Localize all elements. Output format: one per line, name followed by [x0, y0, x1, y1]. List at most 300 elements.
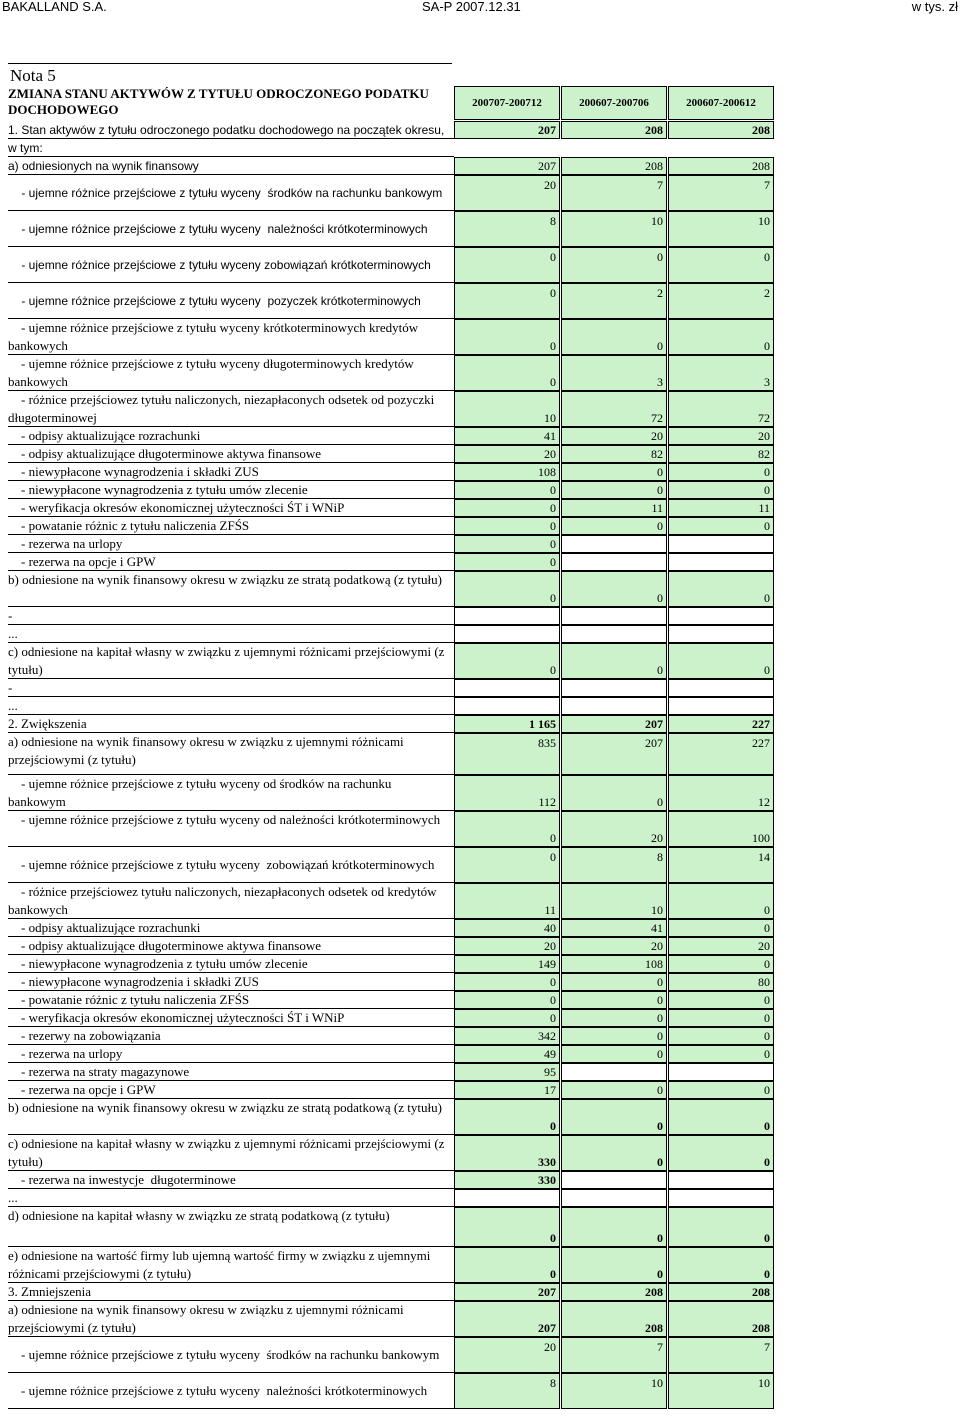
row-label	[8, 883, 454, 919]
row-label	[8, 175, 454, 211]
value-cell-col1: 40	[454, 919, 560, 937]
table-row	[0, 283, 960, 319]
row-label	[8, 811, 454, 847]
value-cell-col2: 0	[561, 1099, 667, 1135]
value-cell-col3	[668, 535, 774, 553]
row-label-text: - odpisy aktualizujące rozrachunki	[8, 428, 201, 443]
row-label-text: - rezerwa na opcje i GPW	[8, 1082, 156, 1097]
table-row	[0, 499, 960, 517]
value-cell-col2: 0	[561, 247, 667, 283]
value-cell-col2: 11	[561, 499, 667, 517]
value-cell-col1: 207	[454, 121, 560, 139]
table-row	[0, 1081, 960, 1099]
value-cell-col3: 0	[668, 955, 774, 973]
value-cell-col3: 12	[668, 775, 774, 811]
value-cell-col3: 82	[668, 445, 774, 463]
table-row	[0, 391, 960, 427]
value-cell-col2: 10	[561, 883, 667, 919]
row-label	[8, 499, 454, 517]
value-cell-col1	[454, 625, 560, 643]
value-cell-col1: 342	[454, 1027, 560, 1045]
row-label-text: - niewypłacone wynagrodzenia i składki ZUS	[8, 974, 259, 989]
value-cell-col1: 11	[454, 883, 560, 919]
value-cell-col1: 8	[454, 1373, 560, 1409]
value-cell-col2	[561, 1189, 667, 1207]
row-label-text: - ujemne różnice przejściowe z tytułu wyceny środków na rachunku bankowym	[8, 185, 443, 200]
value-cell-col3	[668, 1171, 774, 1189]
row-label	[8, 355, 454, 391]
row-label-text: - ujemne różnice przejściowe z tytułu wyceny zobowiązań krótkoterminowych	[8, 257, 431, 272]
value-cell-col2: 208	[561, 157, 667, 175]
value-cell-col3: 0	[668, 1135, 774, 1171]
value-cell-col2: 0	[561, 1009, 667, 1027]
table-row	[0, 445, 960, 463]
table-row	[0, 1063, 960, 1081]
table-row	[0, 1189, 960, 1207]
value-cell-col3: 0	[668, 1247, 774, 1283]
table-row	[0, 847, 960, 883]
value-cell-col2: 0	[561, 1027, 667, 1045]
value-cell-col2	[561, 1063, 667, 1081]
row-label	[8, 283, 454, 319]
value-cell-col3: 0	[668, 571, 774, 607]
table-row	[0, 1337, 960, 1373]
row-label-text: w tym:	[8, 141, 43, 155]
value-cell-col1: 207	[454, 1283, 560, 1301]
row-label	[8, 991, 454, 1009]
row-label-text: b) odniesione na wynik finansowy okresu w związku ze stratą podatkową (z tytułu)	[8, 572, 442, 587]
table-row	[0, 1171, 960, 1189]
value-cell-col2: 10	[561, 1373, 667, 1409]
row-label-text: - niewypłacone wynagrodzenia z tytułu umów zlecenie	[8, 956, 308, 971]
row-label	[8, 1283, 454, 1301]
table-row	[0, 139, 960, 157]
row-label	[8, 1081, 454, 1099]
value-cell-col1: 0	[454, 811, 560, 847]
table-row	[0, 121, 960, 139]
row-label-text: - rezerwy na zobowiązania	[8, 1028, 161, 1043]
table-row	[0, 733, 960, 775]
value-cell-col1: 0	[454, 571, 560, 607]
row-label	[8, 715, 454, 733]
row-label	[8, 319, 454, 355]
value-cell-col3	[668, 697, 774, 715]
table-row	[0, 607, 960, 625]
value-cell-col1	[454, 679, 560, 697]
value-cell-col3: 0	[668, 1045, 774, 1063]
value-cell-col2: 207	[561, 715, 667, 733]
value-cell-col2: 7	[561, 175, 667, 211]
report-code: SA-P 2007.12.31	[422, 0, 521, 14]
value-cell-col3: 0	[668, 643, 774, 679]
row-label-text: ...	[8, 626, 18, 641]
table-row	[0, 1099, 960, 1135]
table-row	[0, 937, 960, 955]
row-label-text: - rezerwa na straty magazynowe	[8, 1064, 190, 1079]
value-cell-col2: 82	[561, 445, 667, 463]
value-cell-col2	[561, 535, 667, 553]
value-cell-col2: 10	[561, 211, 667, 247]
row-label	[8, 535, 454, 553]
table-row	[0, 1247, 960, 1283]
value-cell-col3: 0	[668, 1027, 774, 1045]
value-cell-col1: 20	[454, 937, 560, 955]
row-label-text: - różnice przejściowez tytułu naliczonych, niezapłaconych odsetek od kredytów bankowych	[8, 884, 440, 917]
table-row	[0, 955, 960, 973]
row-label-text: - ujemne różnice przejściowe z tytułu wyceny pozyczek krótkoterminowych	[8, 293, 421, 308]
value-cell-col2	[561, 679, 667, 697]
row-label	[8, 1027, 454, 1045]
value-cell-col2: 0	[561, 517, 667, 535]
table-row	[0, 427, 960, 445]
table-row	[0, 883, 960, 919]
row-label	[8, 775, 454, 811]
row-label-text: - powatanie różnic z tytułu naliczenia ZFŚS	[8, 992, 250, 1007]
row-label	[8, 1135, 454, 1171]
value-cell-col1: 0	[454, 553, 560, 571]
row-label	[8, 937, 454, 955]
value-cell-col2: 108	[561, 955, 667, 973]
value-cell-col2: 0	[561, 1135, 667, 1171]
value-cell-col2: 0	[561, 1081, 667, 1099]
value-cell-col2	[561, 625, 667, 643]
table-row	[0, 481, 960, 499]
value-cell-col1: 330	[454, 1171, 560, 1189]
page-header	[0, 0, 960, 14]
row-label	[8, 1301, 454, 1337]
row-label-text: - ujemne różnice przejściowe z tytułu wyceny środków na rachunku bankowym	[8, 1346, 440, 1362]
value-cell-col2: 72	[561, 391, 667, 427]
table-row	[0, 625, 960, 643]
row-label	[8, 919, 454, 937]
row-label	[8, 481, 454, 499]
value-cell-col3: 20	[668, 427, 774, 445]
value-cell-col1: 0	[454, 1247, 560, 1283]
row-label	[8, 427, 454, 445]
row-label	[8, 247, 454, 283]
value-cell-col2: 7	[561, 1337, 667, 1373]
row-label-text: - niewypłacone wynagrodzenia z tytułu umów zlecenie	[8, 482, 308, 497]
row-label	[8, 955, 454, 973]
value-cell-col1: 49	[454, 1045, 560, 1063]
note-title-line2: DOCHODOWEGO	[8, 102, 119, 117]
value-cell-col1: 0	[454, 247, 560, 283]
row-label	[8, 1207, 454, 1247]
value-cell-col1: 207	[454, 157, 560, 175]
row-label	[8, 1337, 454, 1373]
table-row	[0, 1207, 960, 1247]
value-cell-col1: 0	[454, 991, 560, 1009]
value-cell-col1: 20	[454, 1337, 560, 1373]
value-cell-col1: 8	[454, 211, 560, 247]
value-cell-col3	[668, 625, 774, 643]
value-cell-col3	[668, 553, 774, 571]
value-cell-col3: 0	[668, 517, 774, 535]
value-cell-col1: 0	[454, 355, 560, 391]
value-cell-col1: 10	[454, 391, 560, 427]
table-row	[0, 919, 960, 937]
row-label	[8, 697, 454, 715]
table-row	[0, 211, 960, 247]
table-row	[0, 355, 960, 391]
value-cell-col2	[561, 697, 667, 715]
table-row	[0, 679, 960, 697]
value-cell-col2: 20	[561, 427, 667, 445]
value-cell-col1: 0	[454, 1009, 560, 1027]
value-cell-col3: 7	[668, 175, 774, 211]
value-cell-col2: 0	[561, 481, 667, 499]
value-cell-col3: 0	[668, 883, 774, 919]
value-cell-col2: 3	[561, 355, 667, 391]
row-label	[8, 679, 454, 697]
unit-label: w tys. zł	[911, 0, 958, 14]
value-cell-col1	[454, 607, 560, 625]
value-cell-col1: 0	[454, 847, 560, 883]
row-label	[8, 733, 454, 775]
value-cell-col1: 835	[454, 733, 560, 775]
value-cell-col1: 20	[454, 445, 560, 463]
table-row	[0, 1301, 960, 1337]
row-label-text: - ujemne różnice przejściowe z tytułu wyceny krótkoterminowych kredytów bankowych	[8, 320, 422, 353]
table-row	[0, 553, 960, 571]
row-label-text: - ujemne różnice przejściowe z tytułu wyceny należności krótkoterminowych	[8, 1382, 428, 1398]
row-label-text: - powatanie różnic z tytułu naliczenia ZFŚS	[8, 518, 250, 533]
value-cell-col2: 0	[561, 1207, 667, 1247]
value-cell-col2	[561, 607, 667, 625]
note-label-box	[8, 63, 452, 86]
table-row	[0, 811, 960, 847]
row-label	[8, 643, 454, 679]
row-label-text: c) odniesione na kapitał własny w związku z ujemnymi różnicami przejściowymi (z tytułu)	[8, 1136, 448, 1169]
table-row	[0, 697, 960, 715]
table-row	[0, 517, 960, 535]
value-cell-col2: 208	[561, 1301, 667, 1337]
value-cell-col1: 1 165	[454, 715, 560, 733]
note-title	[8, 86, 452, 120]
value-cell-col1: 149	[454, 955, 560, 973]
value-cell-col1: 17	[454, 1081, 560, 1099]
value-cell-col1: 20	[454, 175, 560, 211]
value-cell-col1	[454, 1189, 560, 1207]
row-label-text: - ujemne różnice przejściowe z tytułu wyceny od należności krótkoterminowych	[8, 812, 441, 827]
row-label	[8, 607, 454, 625]
value-cell-col3: 80	[668, 973, 774, 991]
value-cell-col2: 0	[561, 775, 667, 811]
value-cell-col1: 41	[454, 427, 560, 445]
value-cell-col3: 0	[668, 481, 774, 499]
row-label	[8, 1045, 454, 1063]
table-row	[0, 247, 960, 283]
value-cell-col3: 0	[668, 1099, 774, 1135]
value-cell-col2: 0	[561, 973, 667, 991]
table-row	[0, 1283, 960, 1301]
value-cell-col3: 0	[668, 247, 774, 283]
value-cell-col3: 10	[668, 1373, 774, 1409]
value-cell-col1: 0	[454, 973, 560, 991]
value-cell-col3: 0	[668, 1009, 774, 1027]
value-cell-col2: 0	[561, 571, 667, 607]
value-cell-col2: 20	[561, 811, 667, 847]
row-label-text: -	[8, 608, 13, 623]
row-label	[8, 973, 454, 991]
value-cell-col2: 208	[561, 121, 667, 139]
value-cell-col2: 0	[561, 463, 667, 481]
value-cell-col3: 227	[668, 715, 774, 733]
value-cell-col2: 41	[561, 919, 667, 937]
value-cell-col2: 0	[561, 1247, 667, 1283]
note-title-line1: ZMIANA STANU AKTYWÓW Z TYTUŁU ODROCZONEGO PODATKU	[8, 86, 429, 101]
row-label-text: d) odniesione na kapitał własny w związku ze stratą podatkową (z tytułu)	[8, 1208, 390, 1223]
row-label	[8, 139, 454, 157]
row-label	[8, 1189, 454, 1207]
column-header-2: 200607-200706	[561, 86, 667, 120]
value-cell-col3: 208	[668, 1283, 774, 1301]
table-row	[0, 1135, 960, 1171]
value-cell-col3: 72	[668, 391, 774, 427]
row-label-text: - odpisy aktualizujące długoterminowe aktywa finansowe	[8, 938, 321, 953]
row-label-text: - ujemne różnice przejściowe z tytułu wyceny od środków na rachunku bankowym	[8, 776, 395, 809]
table-row	[0, 715, 960, 733]
value-cell-col3: 11	[668, 499, 774, 517]
value-cell-col2: 8	[561, 847, 667, 883]
row-label	[8, 1099, 454, 1135]
row-label-text: - odpisy aktualizujące rozrachunki	[8, 920, 201, 935]
row-label	[8, 517, 454, 535]
value-cell-col3: 10	[668, 211, 774, 247]
value-cell-col3: 0	[668, 1207, 774, 1247]
value-cell-col3: 7	[668, 1337, 774, 1373]
row-label-text: 1. Stan aktywów z tytułu odroczonego podatku dochodowego na początek okresu,	[8, 123, 445, 137]
value-cell-col3: 0	[668, 463, 774, 481]
row-label-text: - ujemne różnice przejściowe z tytułu wyceny należności krótkoterminowych	[8, 221, 428, 236]
value-cell-col1: 112	[454, 775, 560, 811]
row-label	[8, 211, 454, 247]
row-label-text: - rezerwa na urlopy	[8, 1046, 123, 1061]
table-row	[0, 319, 960, 355]
value-cell-col3: 0	[668, 1081, 774, 1099]
value-cell-col3	[668, 679, 774, 697]
company-name: BAKALLAND S.A.	[2, 0, 107, 14]
table-row	[0, 973, 960, 991]
row-label-text: - rezerwa na opcje i GPW	[8, 554, 156, 569]
row-label	[8, 1063, 454, 1081]
table-row	[0, 1009, 960, 1027]
value-cell-col3	[668, 607, 774, 625]
table-row	[0, 463, 960, 481]
value-cell-col2: 0	[561, 643, 667, 679]
row-label-text: - ujemne różnice przejściowe z tytułu wyceny zobowiązań krótkoterminowych	[8, 856, 435, 872]
row-label-text: ...	[8, 1190, 18, 1205]
value-cell-col3: 227	[668, 733, 774, 775]
column-header-3: 200607-200612	[668, 86, 774, 120]
row-label	[8, 625, 454, 643]
value-cell-col3	[668, 1063, 774, 1081]
row-label-text: -	[8, 680, 13, 695]
value-cell-col3: 0	[668, 919, 774, 937]
row-label-text: a) odniesione na wynik finansowy okresu w związku z ujemnymi różnicami przejściowymi (z tytułu)	[8, 734, 407, 767]
row-label	[8, 445, 454, 463]
table-row	[0, 1373, 960, 1409]
row-label-text: c) odniesione na kapitał własny w związku z ujemnymi różnicami przejściowymi (z tytułu)	[8, 644, 448, 677]
value-cell-col3	[668, 1189, 774, 1207]
value-cell-col3: 208	[668, 157, 774, 175]
row-label	[8, 391, 454, 427]
row-label	[8, 463, 454, 481]
value-cell-col1: 0	[454, 643, 560, 679]
value-cell-col3: 0	[668, 319, 774, 355]
value-cell-col1	[454, 697, 560, 715]
value-cell-col3: 208	[668, 1301, 774, 1337]
column-header-1: 200707-200712	[454, 86, 560, 120]
value-cell-col2: 207	[561, 733, 667, 775]
row-label	[8, 157, 454, 175]
value-cell-col1: 0	[454, 535, 560, 553]
value-cell-col1: 0	[454, 319, 560, 355]
value-cell-col2: 20	[561, 937, 667, 955]
table-row	[0, 775, 960, 811]
value-cell-col2	[561, 1171, 667, 1189]
value-cell-col1: 0	[454, 283, 560, 319]
row-label	[8, 553, 454, 571]
value-cell-col1: 330	[454, 1135, 560, 1171]
row-label-text: - różnice przejściowez tytułu naliczonych, niezapłaconych odsetek od pozyczki długoterminowej	[8, 392, 438, 425]
table-row	[0, 991, 960, 1009]
value-cell-col3: 3	[668, 355, 774, 391]
row-label-text: - rezerwa na inwestycje długoterminowe	[8, 1172, 236, 1187]
value-cell-col1: 95	[454, 1063, 560, 1081]
table-row	[0, 157, 960, 175]
row-label-text: e) odniesione na wartość firmy lub ujemną wartość firmy w związku z ujemnymi różnicami przejściowymi (z tytułu)	[8, 1248, 434, 1281]
value-cell-col1: 0	[454, 1207, 560, 1247]
row-label-text: b) odniesione na wynik finansowy okresu w związku ze stratą podatkową (z tytułu)	[8, 1100, 442, 1115]
value-cell-col1: 207	[454, 1301, 560, 1337]
value-cell-col1: 0	[454, 499, 560, 517]
value-cell-col2: 0	[561, 991, 667, 1009]
value-cell-col1: 0	[454, 1099, 560, 1135]
row-label	[8, 1247, 454, 1283]
row-label	[8, 1171, 454, 1189]
value-cell-col3: 20	[668, 937, 774, 955]
value-cell-col3: 100	[668, 811, 774, 847]
value-cell-col2: 2	[561, 283, 667, 319]
value-cell-col1: 0	[454, 517, 560, 535]
value-cell-col2: 0	[561, 319, 667, 355]
row-label	[8, 121, 454, 139]
table-row	[0, 1027, 960, 1045]
row-label-text: a) odniesione na wynik finansowy okresu w związku z ujemnymi różnicami przejściowymi (z tytułu)	[8, 1302, 407, 1335]
value-cell-col2: 0	[561, 1045, 667, 1063]
table-row	[0, 535, 960, 553]
row-label-text: - rezerwa na urlopy	[8, 536, 123, 551]
note-label: Nota 5	[10, 66, 56, 85]
row-label-text: - weryfikacja okresów ekonomicznej użyteczności ŚT i WNiP	[8, 500, 345, 515]
table-row	[0, 643, 960, 679]
value-cell-col1: 108	[454, 463, 560, 481]
row-label-text: 3. Zmniejszenia	[8, 1284, 92, 1299]
value-cell-col2: 208	[561, 1283, 667, 1301]
row-label-text: - weryfikacja okresów ekonomicznej użyteczności ŚT i WNiP	[8, 1010, 345, 1025]
value-cell-col3: 2	[668, 283, 774, 319]
row-label	[8, 1373, 454, 1409]
row-label-text: - odpisy aktualizujące długoterminowe aktywa finansowe	[8, 446, 321, 461]
row-label	[8, 1009, 454, 1027]
table-row	[0, 1045, 960, 1063]
row-label-text: a) odniesionych na wynik finansowy	[8, 159, 199, 173]
value-cell-col3: 14	[668, 847, 774, 883]
value-cell-col3: 0	[668, 991, 774, 1009]
row-label-text: ...	[8, 698, 18, 713]
row-label-text: 2. Zwiększenia	[8, 716, 87, 731]
